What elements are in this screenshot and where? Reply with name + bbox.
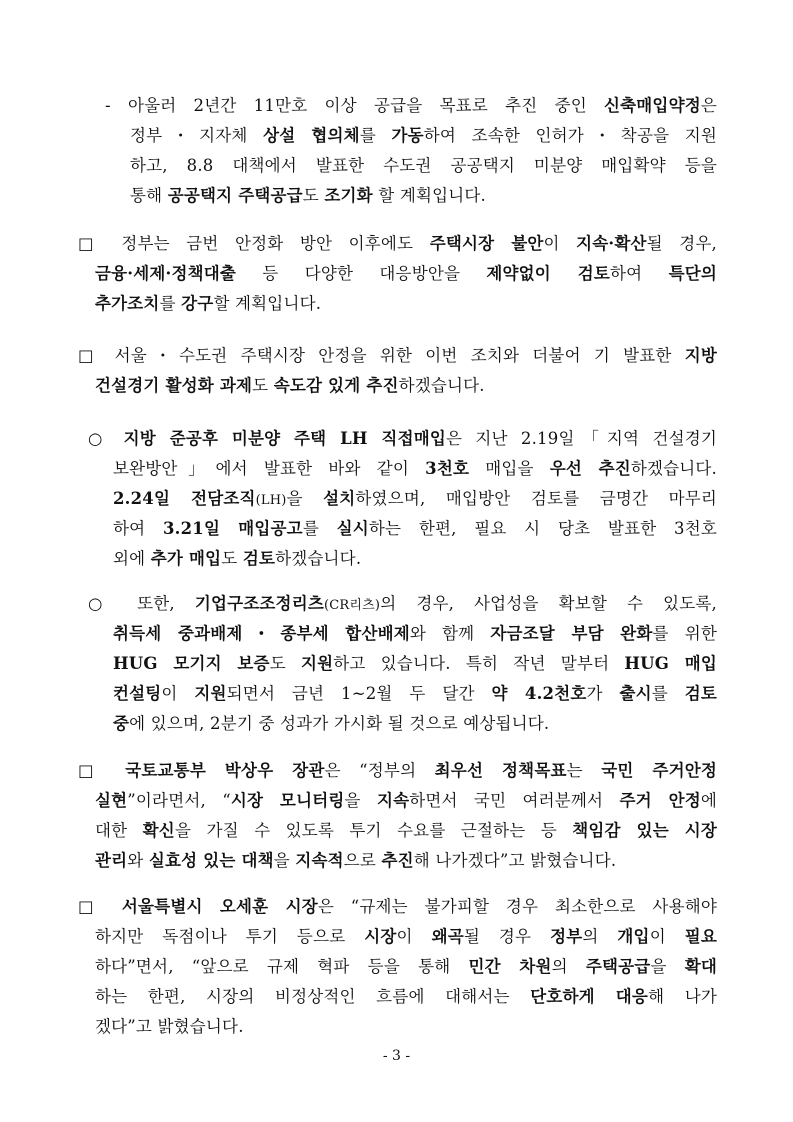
text-line: [95, 260, 717, 282]
bold-text: 개입: [617, 927, 650, 945]
bold-text: 필요: [684, 927, 717, 945]
bold-text: 제약없이 검토: [486, 264, 611, 282]
text-span: 은: [700, 96, 717, 114]
bold-text: HUG 모기지 보증: [113, 654, 270, 672]
bold-text: 지방 준공후 미분양 주택 LH 직접매입: [123, 429, 446, 447]
text-span: 하겠습니다.: [275, 549, 362, 568]
text-span: (LH): [255, 493, 287, 507]
bold-text: 최우선 정책목표: [434, 761, 567, 779]
bold-text: 3.21일 매입공고: [162, 519, 303, 537]
bold-text: 확신: [142, 821, 175, 839]
text-span: □ 서울・수도권 주택시장 안정을 위한 이번 조치와 더불어 기 발표한: [78, 346, 685, 364]
text-line: [130, 182, 486, 206]
bold-text: 지원: [194, 684, 227, 702]
bold-text: 자금조달 부담 완화: [490, 624, 653, 642]
text-span: 하면서 국민 여러분께서: [409, 791, 620, 809]
text-span: 하다”면서, “앞으로 규제 혁파 등을 통해: [95, 957, 469, 975]
text-span: 하고, 8.8 대책에서 발표한 수도권 공공택지 미분양 매입확약 등을: [130, 156, 717, 174]
text-span: 이: [161, 684, 195, 702]
bold-text: 시장: [364, 927, 397, 945]
text-line: [95, 983, 717, 1005]
text-span: 될 경우: [463, 927, 551, 945]
text-line: [113, 455, 717, 477]
text-span: 으로: [343, 851, 382, 870]
text-span: ”이라면서, “: [127, 791, 231, 809]
text-span: 도: [221, 549, 243, 568]
bold-text: 2.24일 전담조직: [113, 489, 256, 507]
bold-text: 설치: [323, 489, 356, 507]
bold-text: 검토: [684, 684, 717, 702]
text-span: 을: [273, 851, 296, 870]
bold-text: 국민 주거안정: [601, 761, 717, 779]
text-span: 하겠습니다.: [630, 459, 717, 477]
bold-text: 주택공급: [585, 957, 651, 975]
bold-text: 지속: [376, 791, 410, 809]
text-span: 하겠습니다.: [398, 376, 485, 395]
bold-text: 속도감 있게 추진: [273, 376, 399, 395]
text-span: ○ 또한,: [88, 594, 195, 612]
text-span: 이: [543, 234, 577, 252]
text-span: 통해: [130, 186, 168, 205]
bold-text: 건설경기 활성화 과제: [95, 376, 253, 395]
bold-text: HUG 매입: [624, 654, 717, 672]
bold-text: 왜곡: [431, 927, 464, 945]
bold-text: 우선 추진: [549, 459, 631, 477]
text-line: [78, 230, 717, 252]
text-line: [113, 620, 717, 642]
text-span: 대한: [95, 821, 143, 839]
text-span: 하여: [113, 519, 163, 537]
bold-text: 추가조치: [95, 294, 160, 313]
bold-text: 단호하게 대응: [530, 987, 649, 1005]
bold-text: 실시: [336, 519, 369, 537]
text-span: 정부・지자체: [130, 126, 264, 144]
text-span: 을: [650, 957, 685, 975]
bold-text: 지속적: [295, 851, 344, 870]
text-line: [95, 787, 717, 809]
text-span: 하여: [610, 264, 669, 282]
text-span: 을 가질 수 있도록 투기 수요를 근절하는 등: [174, 821, 573, 839]
bold-text: 가동: [391, 126, 424, 144]
text-line: [113, 680, 717, 702]
text-span: 의 경우, 사업성을 확보할 수 있도록,: [380, 594, 717, 612]
text-span: ○: [88, 429, 124, 447]
bold-text: 컨설팅: [113, 684, 162, 702]
bold-text: 출시: [619, 684, 652, 702]
text-span: 을: [286, 489, 324, 507]
bold-text: 추가 매입: [150, 549, 222, 568]
text-span: 가: [586, 684, 620, 702]
bold-text: 책임감 있는 시장: [572, 821, 717, 839]
text-span: 겠다”고 밝혔습니다.: [95, 1017, 244, 1036]
text-span: 하지만 독점이나 투기 등으로: [95, 927, 365, 945]
text-span: 의: [551, 957, 586, 975]
text-span: 도: [302, 186, 325, 205]
text-line: [78, 893, 717, 915]
bold-text: 약 4.2천호: [491, 684, 587, 702]
bold-text: 실현: [95, 791, 128, 809]
text-span: 은 “규제는 불가피할 경우 최소한으로 사용해야: [317, 897, 717, 915]
text-line: [78, 757, 717, 779]
text-line: [113, 515, 717, 537]
text-span: 와 함께: [409, 624, 491, 642]
text-span: 에 있으며, 2분기 중 성과가 가시화 될 것으로 예상됩니다.: [129, 714, 550, 733]
text-line: [88, 425, 717, 447]
text-line: [95, 847, 616, 871]
bold-text: 주거 안정: [619, 791, 701, 809]
text-span: □ 정부는 금번 안정화 방안 이후에도: [78, 234, 430, 252]
text-span: 도: [269, 654, 302, 672]
text-span: 를: [359, 126, 392, 144]
text-line: [95, 1013, 244, 1037]
text-span: 은 지난 2.19일「지역 건설경기: [445, 429, 717, 447]
text-span: 해 나가겠다”고 밝혔습니다.: [413, 851, 617, 870]
text-line: [113, 710, 549, 734]
page-number: - 3 -: [382, 1048, 411, 1064]
bold-text: 강구: [181, 294, 214, 313]
bold-text: 금융·세제·정책대출: [95, 264, 237, 282]
text-span: 를 위한: [652, 624, 717, 642]
bold-text: 시장 모니터링: [230, 791, 345, 809]
text-span: 하여 조속한 인허가・착공을 지원: [423, 126, 717, 144]
bold-text: 신축매입약정: [604, 96, 701, 114]
bold-text: 취득세 중과배제・종부세 합산배제: [113, 624, 410, 642]
text-line: [88, 590, 717, 612]
text-line: [105, 92, 717, 114]
text-span: 은 “정부의: [324, 761, 435, 779]
text-line: [78, 342, 717, 364]
bold-text: 3천호: [425, 459, 470, 477]
text-span: 의: [582, 927, 618, 945]
text-span: 할 계획입니다.: [372, 186, 486, 205]
text-span: 이: [649, 927, 685, 945]
bold-text: 실효성 있는 대책: [148, 851, 274, 870]
text-span: 하는 한편, 시장의 비정상적인 흐름에 대해서는: [95, 987, 531, 1005]
text-span: 하는 한편, 필요 시 당초 발표한 3천호: [368, 519, 717, 537]
text-line: [95, 817, 717, 839]
text-span: 는: [566, 761, 602, 779]
bold-text: 기업구조조정리츠: [194, 594, 324, 612]
text-span: 을: [344, 791, 377, 809]
bold-text: 공공택지 주택공급: [167, 186, 303, 205]
bold-text: 민간 차원: [468, 957, 552, 975]
bold-text: 관리: [95, 851, 128, 870]
text-span: □: [78, 897, 122, 915]
bold-text: 중: [113, 714, 130, 733]
text-span: 하고 있습니다. 특히 작년 말부터: [333, 654, 625, 672]
text-span: 할 계획입니다.: [213, 294, 322, 313]
text-span: 해 나가: [648, 987, 717, 1005]
text-span: 될 경우,: [646, 234, 717, 252]
bold-text: 서울특별시 오세훈 시장: [121, 897, 318, 915]
text-span: □: [78, 761, 126, 779]
text-span: 를: [302, 519, 337, 537]
text-line: [95, 290, 321, 314]
text-line: [95, 923, 717, 945]
bold-text: 지원: [301, 654, 334, 672]
text-span: 보완방안」에서 발표한 바와 같이: [113, 459, 426, 477]
text-line: [113, 545, 361, 569]
text-span: 등 다양한 대응방안을: [236, 264, 487, 282]
bold-text: 국토교통부 박상우 장관: [125, 761, 325, 779]
bold-text: 확대: [684, 957, 717, 975]
bold-text: 주택시장 불안: [429, 234, 544, 252]
text-span: 를: [651, 684, 685, 702]
bold-text: 특단의: [668, 264, 717, 282]
text-line: [130, 152, 717, 174]
text-span: 이: [396, 927, 432, 945]
text-line: [113, 485, 717, 507]
bold-text: 조기화: [324, 186, 373, 205]
text-span: 되면서 금년 1~2월 두 달간: [226, 684, 492, 702]
bold-text: 지방: [684, 346, 717, 364]
bold-text: 상설 협의체: [263, 126, 360, 144]
bold-text: 지속·확산: [576, 234, 647, 252]
text-span: 외에: [113, 549, 151, 568]
text-line: [95, 372, 485, 396]
text-line: [95, 953, 717, 975]
text-span: 를: [159, 294, 182, 313]
text-line: [130, 122, 717, 144]
bold-text: 검토: [242, 549, 276, 568]
bold-text: 추진: [381, 851, 414, 870]
text-span: 하였으며, 매입방안 검토를 금명간 마무리: [355, 489, 717, 507]
text-span: 도: [252, 376, 274, 395]
text-span: - 아울러 2년간 11만호 이상 공급을 목표로 추진 중인: [105, 96, 605, 114]
text-line: [113, 650, 717, 672]
text-span: 매입을: [469, 459, 550, 477]
bold-text: 정부: [550, 927, 583, 945]
text-span: (CR리츠): [323, 598, 381, 612]
text-span: 에: [700, 791, 717, 809]
text-span: 와: [127, 851, 149, 870]
